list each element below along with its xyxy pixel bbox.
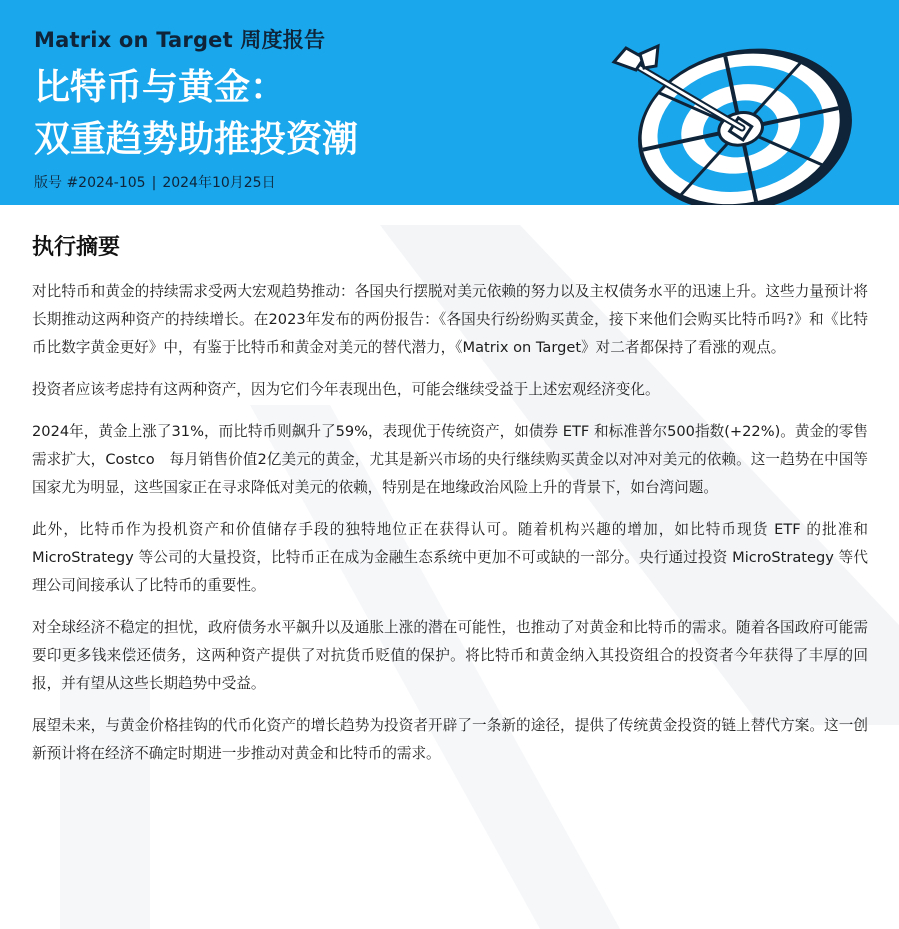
report-title-line-1: 比特币与黄金：: [34, 67, 287, 108]
report-title: [34, 62, 358, 166]
report-header: [0, 0, 899, 205]
paragraph-6: 展望未来，与黄金价格挂钩的代币化资产的增长趋势为投资者开辟了一条新的途径，提供了传统黄金投资的链上替代方案。这一创新预计将在经济不确定时期进一步推动对黄金和比特币的需求。: [32, 717, 868, 762]
brand-title: Matrix on Target 周度报告: [34, 28, 326, 52]
issue-separator: |: [151, 175, 157, 191]
paragraph-5: 对全球经济不稳定的担忧，政府债务水平飙升以及通胀上涨的潜在可能性，也推动了对黄金和比特币的需求。随着各国政府可能需要印更多钱来偿还债务，这两种资产提供了对抗货币贬值的保护。将比特币和黄金纳入其投资组合的投资者今年获得了丰厚的回报，并有望从这些长期趋势中受益。: [32, 619, 868, 692]
paragraph-2: 投资者应该考虑持有这两种资产，因为它们今年表现出色，可能会继续受益于上述宏观经济变化。: [32, 381, 660, 398]
paragraph-3: 2024年，黄金上涨了31%，而比特币则飙升了59%，表现优于传统资产，如债券 ETF 和标准普尔500指数(+22%)。黄金的零售需求扩大，Costco 每月销售价值2亿美元的黄金，尤其是新兴市场的央行继续购买黄金以对冲对美元的依赖。这一趋势在中国等国家尤为明显，这些国家正在寻求降低对美元的依赖，特别是在地缘政治风险上升的背景下，如台湾问题。: [32, 423, 868, 496]
issue-number: 版号 #2024-105: [34, 175, 146, 191]
issue-info: [34, 172, 276, 192]
paragraph-1: 对比特币和黄金的持续需求受两大宏观趋势推动：各国央行摆脱对美元依赖的努力以及主权债务水平的迅速上升。这些力量预计将长期推动这两种资产的持续增长。在2023年发布的两份报告：《各国央行纷纷购买黄金，接下来他们会购买比特币吗?》和《比特币比数字黄金更好》中，有鉴于比特币和黄金对美元的替代潜力，《Matrix on Target》对二者都保持了看涨的观点。: [32, 283, 868, 356]
issue-date: 2024年10月25日: [162, 175, 276, 191]
section-title: 执行摘要: [32, 235, 121, 260]
report-title-line-2: 双重趋势助推投资潮: [34, 119, 359, 160]
main-content: [32, 230, 868, 782]
paragraph-4: 此外，比特币作为投机资产和价值储存手段的独特地位正在获得认可。随着机构兴趣的增加，如比特币现货 ETF 的批准和 MicroStrategy 等公司的大量投资，比特币正在成为金融生态系统中更加不可或缺的一部分。央行通过投资 MicroStrategy 等代理公司间接承认了比特币的重要性。: [32, 521, 868, 594]
target-with-arrow-icon: [600, 0, 899, 205]
